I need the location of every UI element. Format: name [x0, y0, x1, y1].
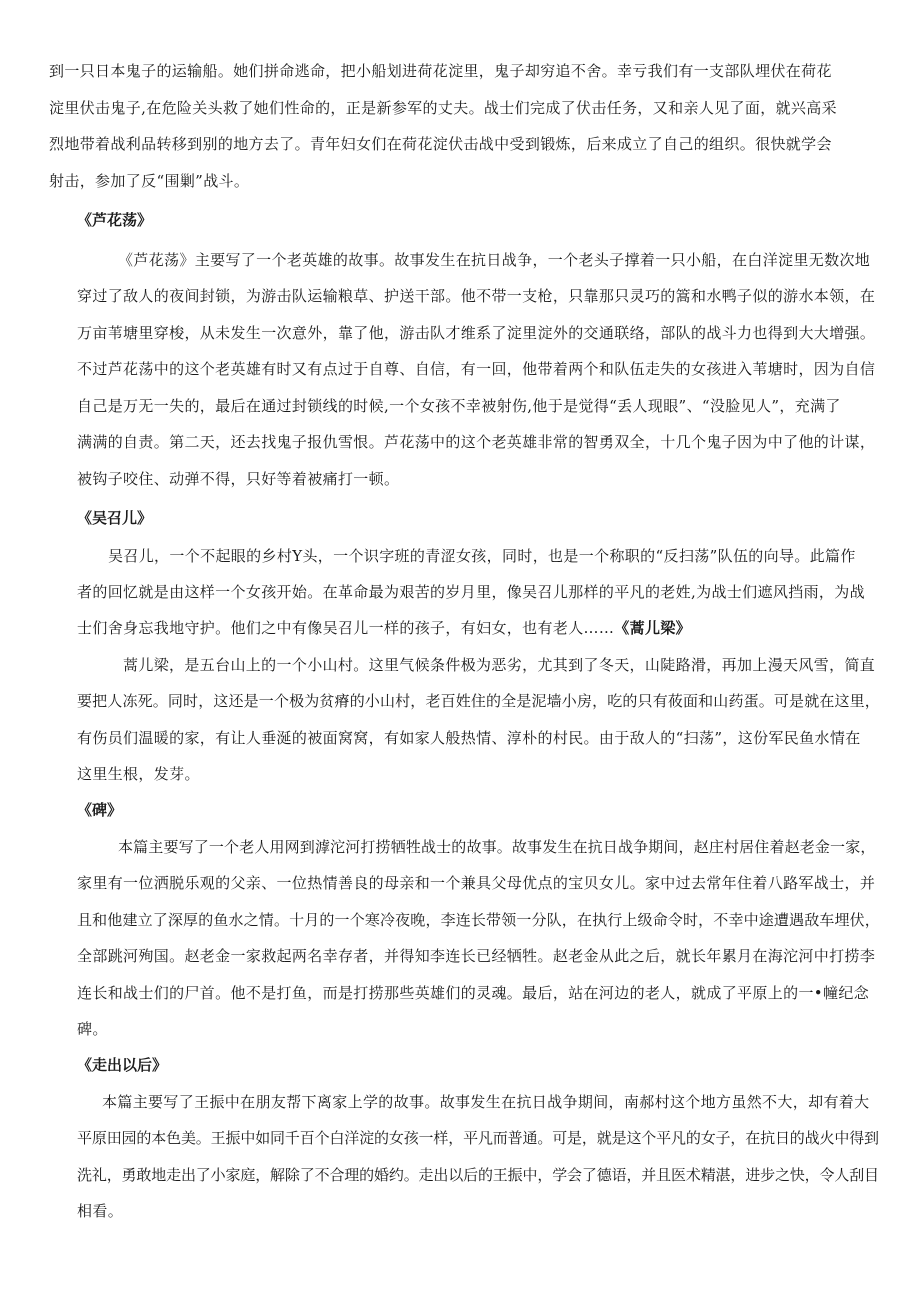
gaoerliang-line-4: 这里生根，发芽。	[77, 765, 200, 783]
luhuadang-line-6: 满满的自责。第二天，还去找鬼子报仇雪恨。芦花荡中的这个老英雄非常的智勇双全，十几个鬼子因为中了他的计谋，	[77, 433, 876, 451]
zouchuyihou-line-3: 洗礼，勇敢地走出了小家庭，解除了不合理的婚约。走出以后的王振中，学会了德语，并且医术精湛，进步之快，令人刮目	[77, 1166, 879, 1184]
bei-line-1: 本篇主要写了一个老人用网到滹沱河打捞牺牲战士的故事。故事发生在抗日战争期间，赵庄村居住着赵老金一家，	[118, 838, 876, 856]
luhuadang-line-4: 不过芦花荡中的这个老英雄有时又有点过于自尊、自信，有一回，他带着两个和队伍走失的女孩进入苇塘时，因为自信	[77, 360, 876, 378]
luhuadang-line-5: 自己是万无一失的，最后在通过封锁线的时候,一个女孩不幸被射伤,他于是觉得“丢人现眼”、“没脸见人”，充满了	[77, 397, 841, 415]
zouchuyihou-line-4: 相看。	[77, 1202, 124, 1220]
gaoerliang-line-3: 有伤员们温暖的家，有让人垂涎的被面窝窝，有如家人般热情、淳朴的村民。由于敌人的“扫荡”，这份军民鱼水情在	[77, 729, 861, 747]
zouchuyihou-line-2: 平原田园的本色美。王振中如同千百个白洋淀的女孩一样，平凡而普通。可是，就是这个平凡的女子，在抗日的战火中得到	[77, 1129, 879, 1147]
bei-line-2: 家里有一位洒脱乐观的父亲、一位热情善良的母亲和一个兼具父母优点的宝贝女儿。家中过去常年住着八路军战士，并	[77, 874, 876, 892]
intro-line-1: 到一只日本鬼子的运输船。她们拼命逃命，把小船划进荷花淀里，鬼子却穷追不舍。幸亏我们有一支部队埋伏在荷花	[49, 62, 832, 80]
bei-line-3: 且和他建立了深厚的鱼水之情。十月的一个寒冷夜晚，李连长带领一分队，在执行上级命令时，不幸中途遭遇敌车埋伏，	[77, 911, 880, 929]
intro-line-3: 烈地带着战利品转移到别的地方去了。青年妇女们在荷花淀伏击战中受到锻炼，后来成立了自己的组织。很快就学会	[49, 135, 832, 153]
bei-line-5: 连长和战士们的尸首。他不是打鱼，而是打捞那些英雄们的灵魂。最后，站在河边的老人，就成了平原上的一•幢纪念	[77, 984, 870, 1002]
wuzhaoer-line-3-text: 士们舍身忘我地守护。他们之中有像吴召儿一样的孩子，有妇女，也有老人……	[77, 619, 615, 637]
luhuadang-line-2: 穿过了敌人的夜间封锁，为游击队运输粮草、护送干部。他不带一支枪，只靠那只灵巧的篙和水鸭子似的游水本领，在	[77, 287, 876, 305]
zouchuyihou-line-1: 本篇主要写了王振中在朋友帮下离家上学的故事。故事发生在抗日战争期间，南郝村这个地方虽然不大，却有着大	[102, 1093, 870, 1111]
section-heading-zouchuyihou: 《走出以后》	[77, 1056, 168, 1074]
gaoerliang-line-2: 要把人冻死。同时，这还是一个极为贫瘠的小山村，老百姓住的全是泥墙小房，吃的只有莜面和山药蛋。可是就在这里，	[77, 692, 880, 710]
intro-line-2: 淀里伏击鬼子,在危险关头救了她们性命的，正是新参军的丈夫。战士们完成了伏击任务，又和亲人见了面，就兴高采	[49, 99, 837, 117]
section-heading-wuzhaoer: 《吴召儿》	[77, 509, 153, 527]
luhuadang-line-7: 被钩子咬住、动弹不得，只好等着被痛打一顿。	[77, 470, 400, 488]
bei-line-4: 全部跳河殉国。赵老金一家救起两名幸存者，并得知李连长已经牺牲。赵老金从此之后，就长年累月在海沱河中打捞李	[77, 947, 876, 965]
section-heading-bei: 《碑》	[77, 801, 123, 819]
bei-line-6: 碑。	[77, 1020, 108, 1038]
wuzhaoer-line-1: 吴召儿，一个不起眼的乡村Y头，一个识字班的青涩女孩，同时，也是一个称职的“反扫荡”队伍的向导。此篇作	[108, 547, 856, 565]
luhuadang-line-1: 《芦花荡》主要写了一个老英雄的故事。故事发生在抗日战争，一个老头子撑着一只小船，在白洋淀里无数次地	[118, 251, 871, 269]
luhuadang-line-3: 万亩苇塘里穿梭，从未发生一次意外，靠了他，游击队才维系了淀里淀外的交通联络，部队的战斗力也得到大大增强。	[77, 324, 876, 342]
wuzhaoer-line-2: 者的回忆就是由这样一个女孩开始。在革命最为艰苦的岁月里，像吴召儿那样的平凡的老姓,为战士们遮风挡雨，为战	[77, 583, 865, 601]
section-heading-gaoerliang: 《蒿儿梁》	[614, 619, 692, 637]
gaoerliang-line-1: 蒿儿梁，是五台山上的一个小山村。这里气候条件极为恶劣，尤其到了冬天，山陡路滑，再加上漫天风雪，简直	[123, 656, 876, 674]
section-heading-luhuadang: 《芦花荡》	[77, 211, 153, 229]
intro-line-4: 射击，参加了反“围剿”战斗。	[49, 172, 250, 190]
wuzhaoer-line-3	[77, 618, 691, 638]
